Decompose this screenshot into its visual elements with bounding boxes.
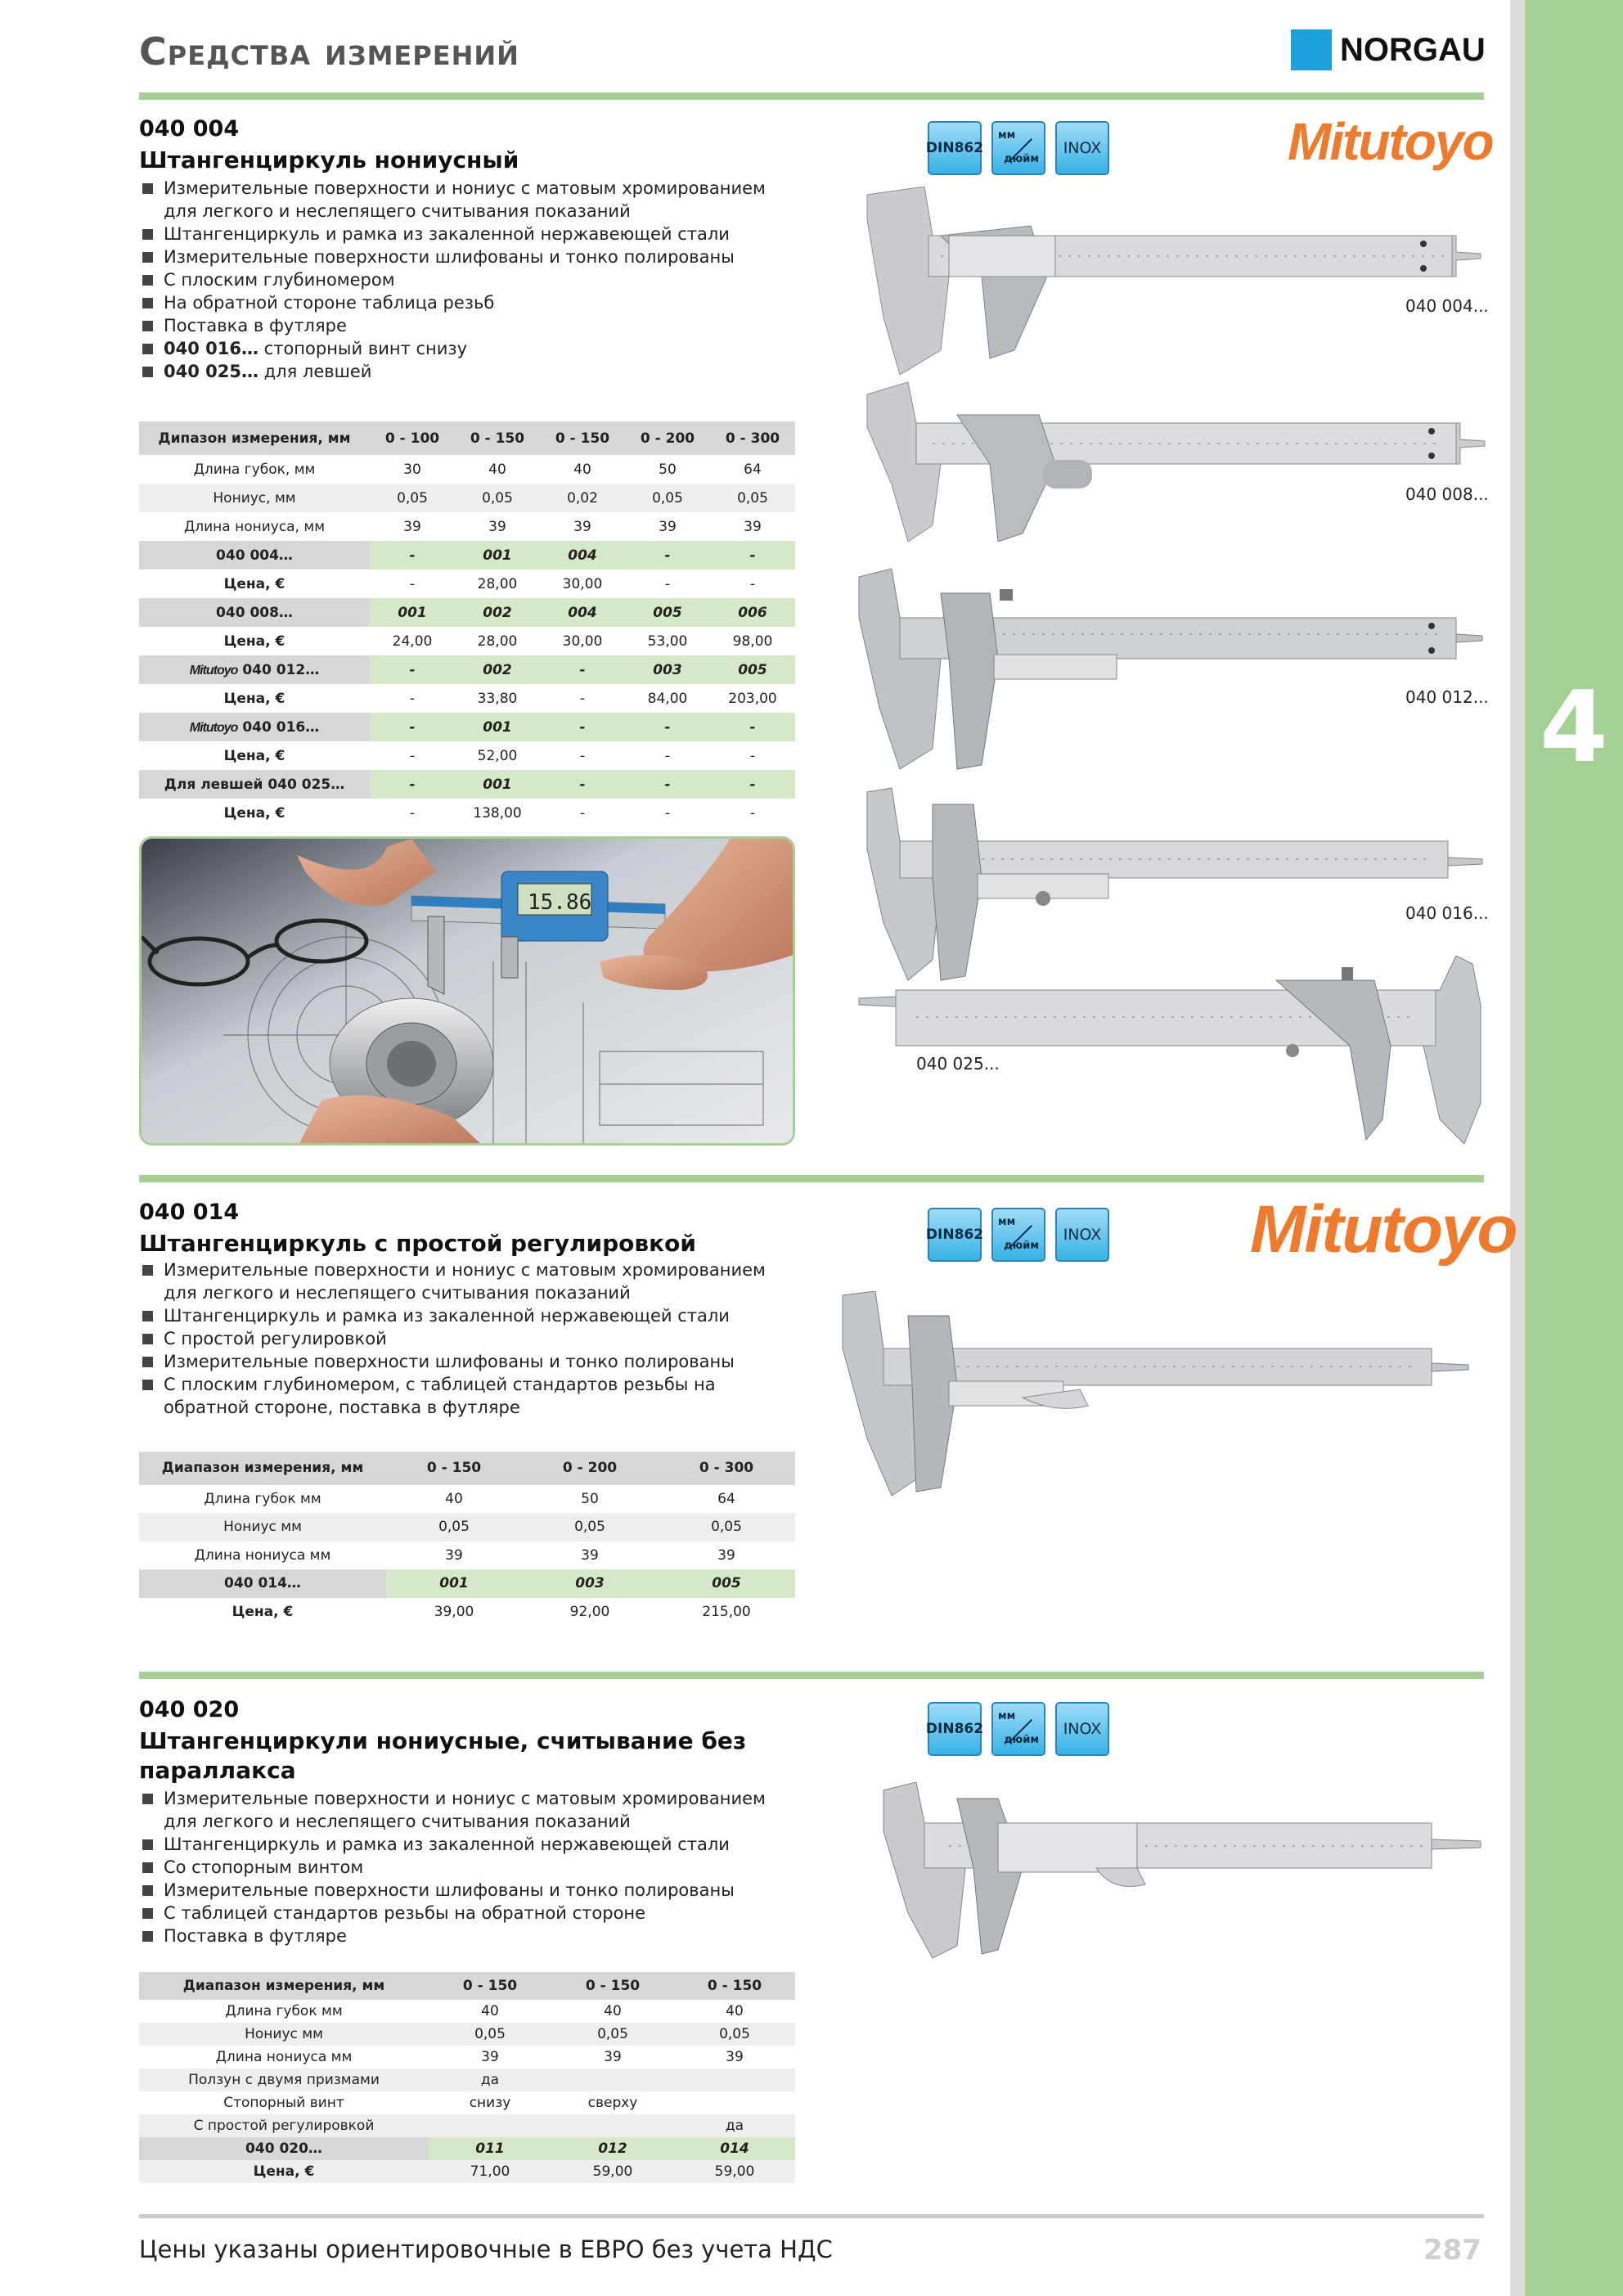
price-row	[139, 2160, 795, 2183]
table-header-cell: 0 - 200	[522, 1452, 658, 1485]
feature-item: С плоским глубиномером, с таблицей стандартов резьбы на обратной стороне, поставка в футляре	[139, 1373, 794, 1419]
din-862-badge: DIN 862	[928, 1702, 982, 1756]
caliper-image-040-012	[851, 569, 1489, 773]
table-row	[139, 512, 795, 541]
table-cell: 52,00	[477, 747, 518, 764]
feature-item: 040 016… стопорный винт снизу	[139, 337, 794, 360]
caliper-image-040-025	[851, 956, 1489, 1144]
table-cell: 30,00	[562, 575, 603, 592]
table-cell: 203,00	[728, 690, 777, 707]
table-cell: сверху	[587, 2095, 638, 2111]
table-cell: 39	[744, 518, 762, 535]
caption-040-004: 040 004...	[1405, 296, 1489, 316]
table-cell: 002	[455, 598, 540, 627]
table-cell: -	[409, 747, 416, 764]
section2-divider	[139, 1175, 1484, 1182]
section1-badges	[925, 121, 1109, 175]
mm-inch-badge: мм дюйм	[991, 1702, 1045, 1756]
row-label-cell: Нониус мм	[139, 1513, 386, 1542]
mitutoyo-logo: Mitutoyo	[1250, 1192, 1517, 1267]
table-cell: 39,00	[434, 1603, 474, 1620]
table-cell: -	[625, 770, 710, 799]
section3-divider	[139, 1672, 1484, 1679]
feature-item: Поставка в футляре	[139, 314, 794, 337]
article-row	[139, 2137, 795, 2160]
mm-inch-badge: мм дюйм	[991, 121, 1045, 175]
section3-features	[139, 1787, 794, 1947]
section3-badges	[925, 1702, 1109, 1756]
table-row	[139, 1485, 795, 1514]
row-label-cell: Нониус мм	[139, 2023, 429, 2046]
table-cell: -	[409, 804, 416, 822]
table-cell: 40	[481, 2003, 499, 2019]
row-label-cell: Ползун с двумя призмами	[139, 2069, 429, 2091]
table-cell: 40	[488, 461, 506, 478]
article-row	[139, 770, 795, 799]
section2-code: 040 014	[139, 1200, 240, 1225]
header-divider	[139, 92, 1484, 100]
caption-040-025: 040 025...	[916, 1054, 1000, 1074]
price-row	[139, 569, 795, 598]
footer-divider	[139, 2214, 1484, 2218]
table-cell: 39	[403, 518, 421, 535]
table-row	[139, 2114, 795, 2137]
table-row	[139, 455, 795, 484]
feature-item: Поставка в футляре	[139, 1925, 794, 1947]
mitutoyo-mini-logo: Mitutoyo	[189, 720, 238, 735]
price-row	[139, 1598, 795, 1627]
table-cell: -	[409, 575, 416, 592]
table-cell: 39	[581, 1546, 599, 1564]
caliper-image-040-016	[851, 784, 1489, 984]
side-gray-strip	[1510, 0, 1525, 2296]
table-cell: 0,05	[551, 2023, 674, 2046]
table-cell	[551, 2069, 674, 2091]
table-cell: 39	[488, 518, 506, 535]
section3-spec-table	[139, 1972, 795, 2183]
table-cell: -	[370, 655, 455, 684]
feature-item: Со стопорным винтом	[139, 1856, 794, 1879]
table-header-cell: Диапазон измерения, мм	[139, 1972, 429, 2000]
row-label-cell: Цена, €	[223, 575, 285, 592]
table-row	[139, 2091, 795, 2114]
table-cell	[551, 2114, 674, 2137]
row-label-cell: 040 008…	[139, 598, 370, 627]
caliper-image-040-008	[851, 378, 1489, 542]
table-cell: 0,05	[625, 484, 710, 512]
table-cell: 98,00	[732, 633, 773, 650]
table-cell: 40	[445, 1490, 463, 1507]
row-label-cell: Длина губок, мм	[193, 461, 316, 478]
table-cell: 28,00	[477, 633, 518, 650]
table-header-row	[139, 421, 795, 455]
feature-item: С плоским глубиномером	[139, 268, 794, 291]
chapter-tab	[1525, 0, 1623, 2296]
page-number: 287	[1423, 2234, 1481, 2267]
table-header-cell: Дипазон измерения, мм	[139, 421, 370, 455]
table-cell: 004	[540, 598, 625, 627]
table-cell: 0,05	[658, 1513, 795, 1542]
table-cell: да	[674, 2114, 795, 2137]
table-cell: 138,00	[473, 804, 522, 822]
mitutoyo-logo: Mitutoyo	[1288, 112, 1493, 171]
table-cell: 005	[625, 598, 710, 627]
row-label-cell: Mitutoyo 040 016…	[139, 713, 370, 741]
caption-040-012: 040 012...	[1405, 687, 1489, 707]
section1-spec-table	[139, 421, 795, 827]
section2-features	[139, 1258, 794, 1419]
row-label-cell: Длина нониуса мм	[194, 1546, 331, 1564]
table-cell	[674, 2091, 795, 2114]
table-header-cell: 0 - 150	[540, 421, 625, 455]
table-cell: 59,00	[551, 2160, 674, 2183]
table-header-cell: 0 - 150	[386, 1452, 522, 1485]
table-cell: -	[625, 541, 710, 569]
table-cell: 001	[455, 713, 540, 741]
table-cell: -	[749, 804, 756, 822]
table-header-cell: 0 - 150	[455, 421, 540, 455]
din-862-badge: DIN 862	[928, 121, 982, 175]
section1-code: 040 004	[139, 116, 240, 142]
row-label-cell: С простой регулировкой	[139, 2114, 429, 2137]
article-row	[139, 655, 795, 684]
row-label-cell: Mitutoyo 040 012…	[139, 655, 370, 684]
table-cell: -	[540, 713, 625, 741]
table-row	[139, 1513, 795, 1542]
row-label-cell: Цена, €	[223, 804, 285, 822]
table-row	[139, 2046, 795, 2069]
table-header-cell: Диапазон измерения, мм	[139, 1452, 386, 1485]
price-row	[139, 799, 795, 827]
table-cell: -	[370, 713, 455, 741]
price-row	[139, 627, 795, 655]
footer-note: Цены указаны ориентировочные в ЕВРО без учета НДС	[139, 2235, 833, 2263]
feature-item: Измерительные поверхности и нониус с матовым хромированием для легкого и неслепящего считывания показаний	[139, 1787, 794, 1833]
table-cell: 39	[659, 518, 677, 535]
table-cell: 014	[674, 2137, 795, 2160]
row-label-cell: Цена, €	[139, 2160, 429, 2183]
table-cell: -	[370, 541, 455, 569]
table-cell: 40	[573, 461, 591, 478]
table-cell: -	[370, 770, 455, 799]
table-cell: 003	[522, 1569, 658, 1598]
table-row	[139, 2023, 795, 2046]
table-cell: 003	[625, 655, 710, 684]
table-cell: 002	[455, 655, 540, 684]
table-cell: 30	[403, 461, 421, 478]
table-cell: -	[749, 575, 756, 592]
table-cell: да	[429, 2069, 551, 2091]
table-cell: 39	[604, 2049, 622, 2065]
feature-item: С простой регулировкой	[139, 1327, 794, 1350]
table-cell: 0,05	[455, 484, 540, 512]
table-header-cell: 0 - 300	[710, 421, 795, 455]
row-label-cell: 040 014…	[139, 1569, 386, 1598]
table-header-cell: 0 - 150	[551, 1972, 674, 2000]
table-cell: -	[579, 804, 586, 822]
table-cell: 0,05	[674, 2023, 795, 2046]
article-row	[139, 1569, 795, 1598]
table-cell: -	[710, 713, 795, 741]
row-label-cell: Длина губок мм	[225, 2003, 343, 2019]
norgau-logo	[1291, 29, 1486, 70]
row-label-cell: 040 020…	[139, 2137, 429, 2160]
table-cell: -	[664, 747, 671, 764]
table-header-cell: 0 - 200	[625, 421, 710, 455]
row-label-cell: Для левшей 040 025…	[139, 770, 370, 799]
feature-item: Штангенциркуль и рамка из закаленной нержавеющей стали	[139, 223, 794, 245]
row-label-cell: Нониус, мм	[139, 484, 370, 512]
section3-title: Штангенциркули нониусные, считывание без параллакса	[139, 1727, 747, 1784]
table-header-row	[139, 1452, 795, 1485]
table-cell: -	[749, 747, 756, 764]
table-cell: 005	[710, 655, 795, 684]
table-cell: 39	[573, 518, 591, 535]
table-cell: -	[540, 655, 625, 684]
table-cell: 215,00	[702, 1603, 751, 1620]
table-cell: -	[710, 770, 795, 799]
table-cell: 004	[540, 541, 625, 569]
price-row	[139, 684, 795, 713]
table-row	[139, 1542, 795, 1570]
feature-item: 040 025… для левшей	[139, 360, 794, 383]
caption-040-016: 040 016...	[1405, 903, 1489, 923]
table-cell: 005	[658, 1569, 795, 1598]
table-cell: 0,05	[386, 1513, 522, 1542]
table-row	[139, 2000, 795, 2023]
row-label-cell: Цена, €	[223, 633, 285, 650]
mitutoyo-mini-logo: Mitutoyo	[189, 663, 238, 678]
caliper-image-040-004	[851, 187, 1489, 375]
row-label-cell: Стопорный винт	[223, 2095, 344, 2111]
feature-item: Измерительные поверхности и нониус с матовым хромированием для легкого и неслепящего считывания показаний	[139, 177, 794, 223]
table-cell	[674, 2069, 795, 2091]
feature-item: Штангенциркуль и рамка из закаленной нержавеющей стали	[139, 1304, 794, 1327]
digital-caliper-photo	[139, 836, 795, 1146]
table-header-cell: 0 - 100	[370, 421, 455, 455]
table-cell: -	[579, 747, 586, 764]
table-cell: 39	[726, 2049, 744, 2065]
row-label-cell: Цена, €	[232, 1603, 294, 1620]
table-cell: 71,00	[429, 2160, 551, 2183]
row-label-cell: Длина губок мм	[204, 1490, 321, 1507]
table-cell: 39	[481, 2049, 499, 2065]
table-cell: -	[579, 690, 586, 707]
table-cell: -	[664, 804, 671, 822]
section1-title: Штангенциркуль нониусный	[139, 146, 519, 173]
table-cell: 0,05	[370, 484, 455, 512]
chapter-number: 4	[1540, 671, 1608, 785]
caliper-image-040-014	[834, 1291, 1481, 1496]
inox-badge: INOX	[1055, 1208, 1109, 1262]
table-cell: -	[409, 690, 416, 707]
table-header-row	[139, 1972, 795, 2000]
table-cell: 28,00	[477, 575, 518, 592]
table-cell: 92,00	[569, 1603, 610, 1620]
table-cell: 001	[386, 1569, 522, 1598]
table-cell: 53,00	[647, 633, 688, 650]
table-cell: 001	[455, 541, 540, 569]
section2-title: Штангенциркуль с простой регулировкой	[139, 1230, 696, 1257]
table-cell: 001	[455, 770, 540, 799]
page-title: Средства измерений	[139, 29, 519, 74]
table-cell: 59,00	[674, 2160, 795, 2183]
mm-inch-badge: мм дюйм	[991, 1208, 1045, 1262]
table-row	[139, 484, 795, 512]
table-cell: 64	[717, 1490, 735, 1507]
table-row	[139, 2069, 795, 2091]
article-row	[139, 598, 795, 627]
feature-item: Штангенциркуль и рамка из закаленной нержавеющей стали	[139, 1833, 794, 1856]
table-cell	[429, 2114, 551, 2137]
norgau-wordmark: NORGAU	[1340, 31, 1486, 68]
feature-item: С таблицей стандартов резьбы на обратной стороне	[139, 1902, 794, 1925]
table-cell: 0,02	[540, 484, 625, 512]
row-label-cell: Длина нониуса, мм	[183, 518, 326, 535]
inox-badge: INOX	[1055, 121, 1109, 175]
caliper-image-040-020	[867, 1782, 1489, 1962]
table-cell: 39	[717, 1546, 735, 1564]
feature-item: На обратной стороне таблица резьб	[139, 291, 794, 314]
table-cell: 0,05	[522, 1513, 658, 1542]
table-cell: 24,00	[392, 633, 433, 650]
table-header-cell: 0 - 150	[429, 1972, 551, 2000]
row-label-cell: 040 004…	[139, 541, 370, 569]
table-cell: 30,00	[562, 633, 603, 650]
table-cell: 012	[551, 2137, 674, 2160]
feature-item: Измерительные поверхности шлифованы и тонко полированы	[139, 1350, 794, 1373]
din-862-badge: DIN 862	[928, 1208, 982, 1262]
table-cell: 64	[744, 461, 762, 478]
table-cell: снизу	[469, 2095, 511, 2111]
svg-text:15.86: 15.86	[528, 890, 592, 915]
section3-code: 040 020	[139, 1697, 240, 1722]
table-cell: 0,05	[710, 484, 795, 512]
table-cell: 50	[659, 461, 677, 478]
table-cell: -	[540, 770, 625, 799]
table-cell: -	[710, 541, 795, 569]
table-cell: 40	[726, 2003, 744, 2019]
inox-badge: INOX	[1055, 1702, 1109, 1756]
table-cell: 001	[370, 598, 455, 627]
table-cell: -	[664, 575, 671, 592]
table-cell: 39	[445, 1546, 463, 1564]
table-cell: 006	[710, 598, 795, 627]
table-header-cell: 0 - 300	[658, 1452, 795, 1485]
feature-item: Измерительные поверхности шлифованы и тонко полированы	[139, 245, 794, 268]
table-cell: 011	[429, 2137, 551, 2160]
feature-item: Измерительные поверхности и нониус с матовым хромированием для легкого и неслепящего считывания показаний	[139, 1258, 794, 1304]
section2-spec-table	[139, 1452, 795, 1626]
table-cell: -	[625, 713, 710, 741]
article-row	[139, 713, 795, 741]
table-cell: 40	[604, 2003, 622, 2019]
section1-features	[139, 177, 794, 383]
article-row	[139, 541, 795, 569]
row-label-cell: Длина нониуса мм	[215, 2049, 353, 2065]
feature-item: Измерительные поверхности шлифованы и тонко полированы	[139, 1879, 794, 1902]
table-cell: 33,80	[477, 690, 518, 707]
norgau-square-icon	[1291, 29, 1332, 70]
table-cell: 0,05	[429, 2023, 551, 2046]
row-label-cell: Цена, €	[223, 747, 285, 764]
price-row	[139, 741, 795, 770]
table-cell: 50	[581, 1490, 599, 1507]
section2-badges	[925, 1208, 1109, 1262]
table-header-cell: 0 - 150	[674, 1972, 795, 2000]
row-label-cell: Цена, €	[223, 690, 285, 707]
table-cell: 84,00	[647, 690, 688, 707]
caption-040-008: 040 008...	[1405, 484, 1489, 504]
